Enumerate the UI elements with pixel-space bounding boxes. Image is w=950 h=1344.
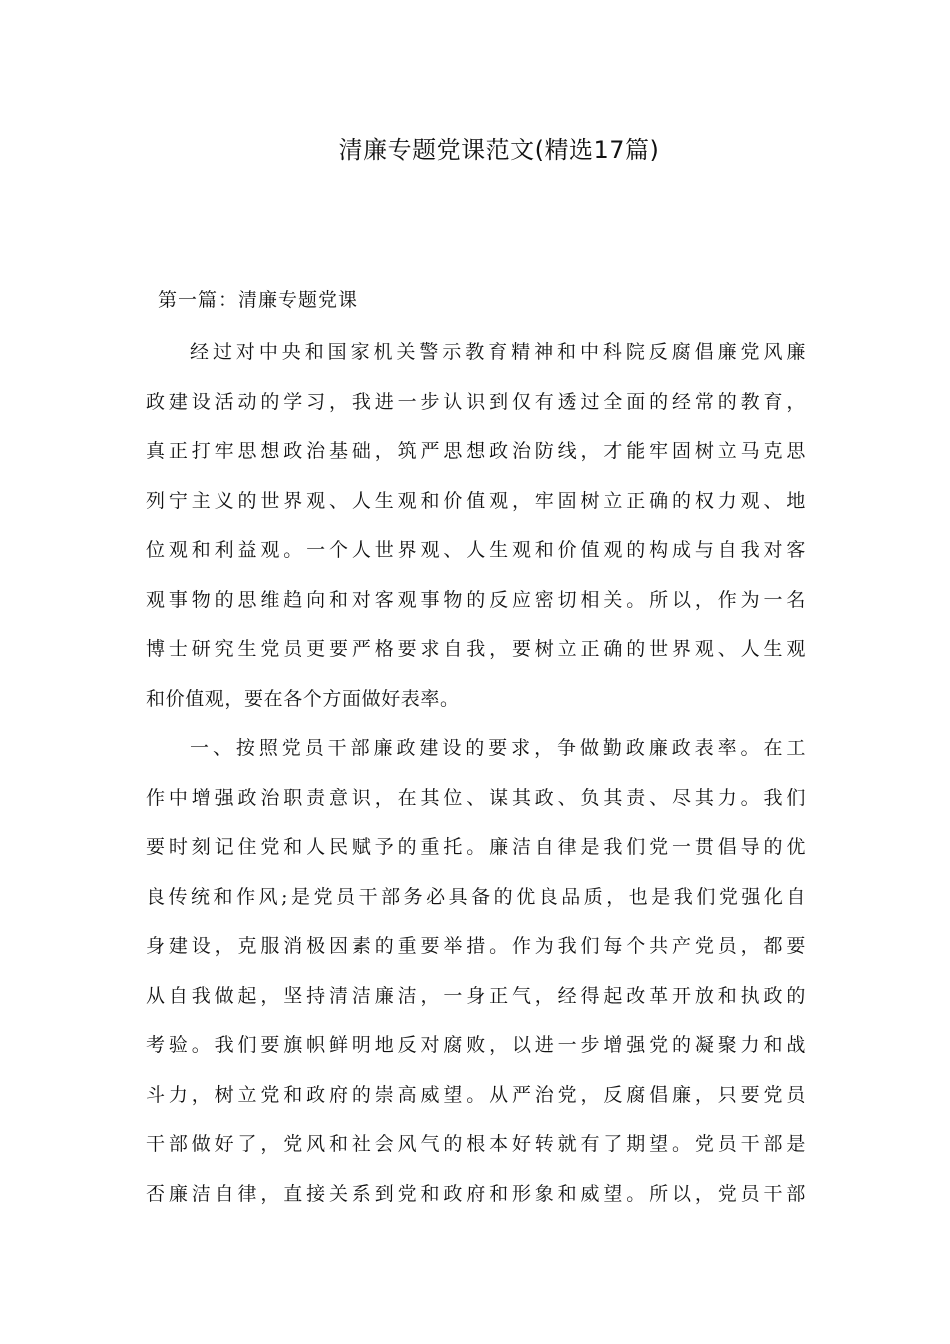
document-body xyxy=(146,334,806,1225)
text-line: 身建设，克服消极因素的重要举措。作为我们每个共产党员，都要 xyxy=(146,935,806,957)
text-line: 列宁主义的世界观、人生观和价值观，牢固树立正确的权力观、地 xyxy=(146,489,806,512)
text-line: 真正打牢思想政治基础，筑严思想政治防线，才能牢固树立马克思 xyxy=(146,440,806,462)
text-line: 政建设活动的学习，我进一步认识到仅有透过全面的经常的教育， xyxy=(146,390,806,413)
text-line: 否廉洁自律，直接关系到党和政府和形象和威望。所以，党员干部 xyxy=(146,1182,806,1205)
document-title: 清廉专题党课范文(精选17篇) xyxy=(338,136,660,164)
paragraph xyxy=(146,730,806,1225)
text-line: 良传统和作风;是党员干部务必具备的优良品质，也是我们党强化自 xyxy=(146,885,806,908)
text-line: 干部做好了，党风和社会风气的根本好转就有了期望。党员干部是 xyxy=(146,1133,806,1155)
text-line: 博士研究生党员更要严格要求自我，要树立正确的世界观、人生观 xyxy=(146,638,806,660)
text-line: 考验。我们要旗帜鲜明地反对腐败，以进一步增强党的凝聚力和战 xyxy=(146,1034,806,1056)
text-line: 要时刻记住党和人民赋予的重托。廉洁自律是我们党一贯倡导的优 xyxy=(146,836,806,858)
text-line: 一、按照党员干部廉政建设的要求，争做勤政廉政表率。在工 xyxy=(190,737,806,759)
text-line: 和价值观，要在各个方面做好表率。 xyxy=(146,687,460,710)
text-line: 位观和利益观。一个人世界观、人生观和价值观的构成与自我对客 xyxy=(146,539,806,561)
section-heading: 第一篇：清廉专题党课 xyxy=(158,289,359,311)
text-line: 经过对中央和国家机关警示教育精神和中科院反腐倡廉党风廉 xyxy=(190,341,806,363)
text-line: 作中增强政治职责意识，在其位、谋其政、负其责、尽其力。我们 xyxy=(146,786,806,809)
text-line: 斗力，树立党和政府的崇高威望。从严治党，反腐倡廉，只要党员 xyxy=(146,1083,806,1106)
text-line: 从自我做起，坚持清洁廉洁，一身正气，经得起改革开放和执政的 xyxy=(146,984,806,1007)
text-line: 观事物的思维趋向和对客观事物的反应密切相关。所以，作为一名 xyxy=(146,588,806,611)
paragraph xyxy=(146,334,806,730)
